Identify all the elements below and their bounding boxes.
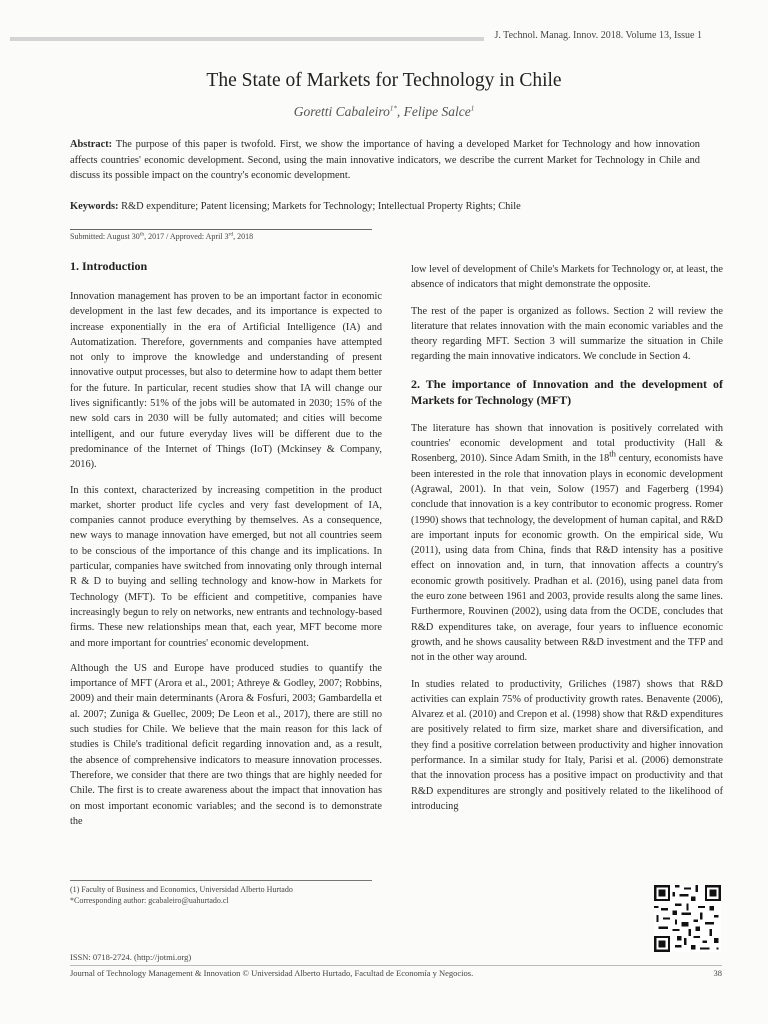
qr-code-icon bbox=[654, 885, 721, 952]
authors: Goretti Cabaleiro$^{1*}$, Felipe Salce$^1$ bbox=[293, 104, 475, 119]
footnote-affiliation: (1) Faculty of Business and Economics, Universidad Alberto Hurtado bbox=[70, 885, 293, 894]
right-column bbox=[411, 262, 723, 825]
paragraph: The rest of the paper is organized as follows. Section 2 will review the literature that relates innovation with the main economic variables and the theory regarding MFT. Section 3 will summarize the situation in Chile regarding the main innovative indicators. We conclude in Section 4. bbox=[411, 305, 723, 363]
keywords-label: Keywords: bbox=[70, 201, 119, 212]
publisher-footer: Journal of Technology Management & Innovation © Universidad Alberto Hurtado, Facultad de Economía y Negocios. bbox=[70, 968, 474, 978]
paragraph: In this context, characterized by increasing competition in the product market, shorter product life cycles and very fast development of IA, companies cannot produce everything by themselves. As a consequence, new ways to manage innovation have emerged, but not all countries seem to be conscious of the importance of this change and its implications. In particular, companies have switched from innovating only through internal R & D to buying and selling technology and know-how in Markets for Technology (MFT). To be efficient and competitive, companies have increasingly begun to rely on networks, new entrants and technology-based firms. These new relationships mean that, each year, MFT become more and more important for countries' economic development. bbox=[70, 484, 382, 649]
footer-divider bbox=[70, 965, 722, 966]
paragraph: Although the US and Europe have produced studies to quantify the importance of MFT (Arora et al., 2001; Athreye & Godley, 2007; Robbins, 2009) and their main determinants (Arora & Fosfuri, 2003; Gambardella et al. 2007; Zuniga & Guellec, 2009; De Leon et al., 2017), there are still no such studies for Chile. We believe that the main reason for this lack of studies is Chile's traditional deficit regarding innovation and, as a result, the absence of comprehensive indicators to measure innovation processes. Therefore, we consider that there are two things that are highly needed for Chile. The first is to create awareness about the impact that innovation has on most important economic variables; and the second is to demonstrate the bbox=[70, 662, 382, 827]
issn: ISSN: 0718-2724. (http://jotmi.org) bbox=[70, 952, 192, 962]
section-heading-importance: 2. The importance of Innovation and the development of Markets for Technology (MFT) bbox=[411, 376, 723, 407]
abstract bbox=[70, 137, 700, 184]
footnotes bbox=[70, 884, 293, 906]
left-column bbox=[70, 258, 382, 839]
paragraph: The literature has shown that innovation is positively correlated with countries' economic development and total productivity (Hall & Rosenberg, 2010). Since Adam Smith, in the 18th century, economists have been interested in the role that innovation plays in economic development (Agrawal, 2001). In that vein, Solow (1957) and Fagerberg (1994) conclude that innovation is a key contributor to economic progress. Romer (1990) shows that technology, the development of human capital, and R&D are important inputs for economic growth. On the empirical side, Wu (2011), using data from China, finds that R&D intensity has a positive effect on innovation and, in turn, that innovation affects a country's economic growth positively. Pradhan et al. (2016), using panel data from the euro zone between 1961 and 2003, provide results along the same lines. Furthermore, Rouvinen (2002), using data from the OCDE, concludes that R&D expenditures take, on average, four years to influence economic growth, and he shows causality between R&D investment and the TFP and not in the other way around. bbox=[411, 422, 723, 664]
paragraph: In studies related to productivity, Griliches (1987) shows that R&D activities can explain 75% of productivity growth rates. Benavente (2006), Alvarez et al. (2010) and Crepon et al. (1998) show that R&D expenditures are positively related to firm size, market share and diversification, and they find a positive correlation between productivity and higher innovation performance. In a similar study for Italy, Parisi et al. (2006) demonstrate that the innovation process has a positive impact on productivity and that R&D expenditures are strongly and positively related to the likelihood of introducing bbox=[411, 678, 723, 812]
abstract-text: The purpose of this paper is twofold. First, we show the importance of having a developed Market for Technology and how innovation affects countries' economic development. Second, using the main innovative indicators, we describe the current Market for Technology in Chile and discuss its possible impact on the country's economic development. bbox=[70, 139, 700, 181]
page-number: 38 bbox=[713, 968, 722, 978]
paragraph: low level of development of Chile's Markets for Technology or, at least, the absence of indicators that might demonstrate the opposite. bbox=[411, 264, 723, 291]
footnote-corresponding: *Corresponding author: gcabaleiro@uahurtado.cl bbox=[70, 896, 229, 905]
abstract-label: Abstract: bbox=[70, 139, 113, 150]
paper-title: The State of Markets for Technology in Chile bbox=[206, 70, 562, 91]
header-bar bbox=[10, 37, 484, 41]
submission-dates: Submitted: August 30th, 2017 / Approved: April 3rd, 2018 bbox=[70, 231, 254, 241]
footnote-divider bbox=[70, 880, 372, 881]
journal-reference: J. Technol. Manag. Innov. 2018. Volume 13, Issue 1 bbox=[494, 30, 702, 41]
paragraph: Innovation management has proven to be an important factor in economic development in the last few decades, and its importance is expected to increase exponentially in the era of Artificial Intelligence (IA) and Automatization. Therefore, governments and companies have attempted not only to improve the knowledge and understanding of present innovative output processes, but also to determine how to adapt them better for the future. In particular, recent studies show that IA will change our lives significantly: 51% of the jobs will be automated in 2030; 15% of the new sold cars in 2030 will be fully automated; and cities will become intelligent, and our future everyday lives will be different due to the predominance of the Internet of Things (IoT) (Mckinsey & Company, 2016). bbox=[70, 291, 382, 471]
keywords-text: R&D expenditure; Patent licensing; Markets for Technology; Intellectual Property Rights; Chile bbox=[121, 201, 521, 212]
keywords bbox=[70, 199, 700, 214]
section-heading-introduction: 1. Introduction bbox=[70, 259, 148, 273]
divider bbox=[70, 229, 372, 230]
